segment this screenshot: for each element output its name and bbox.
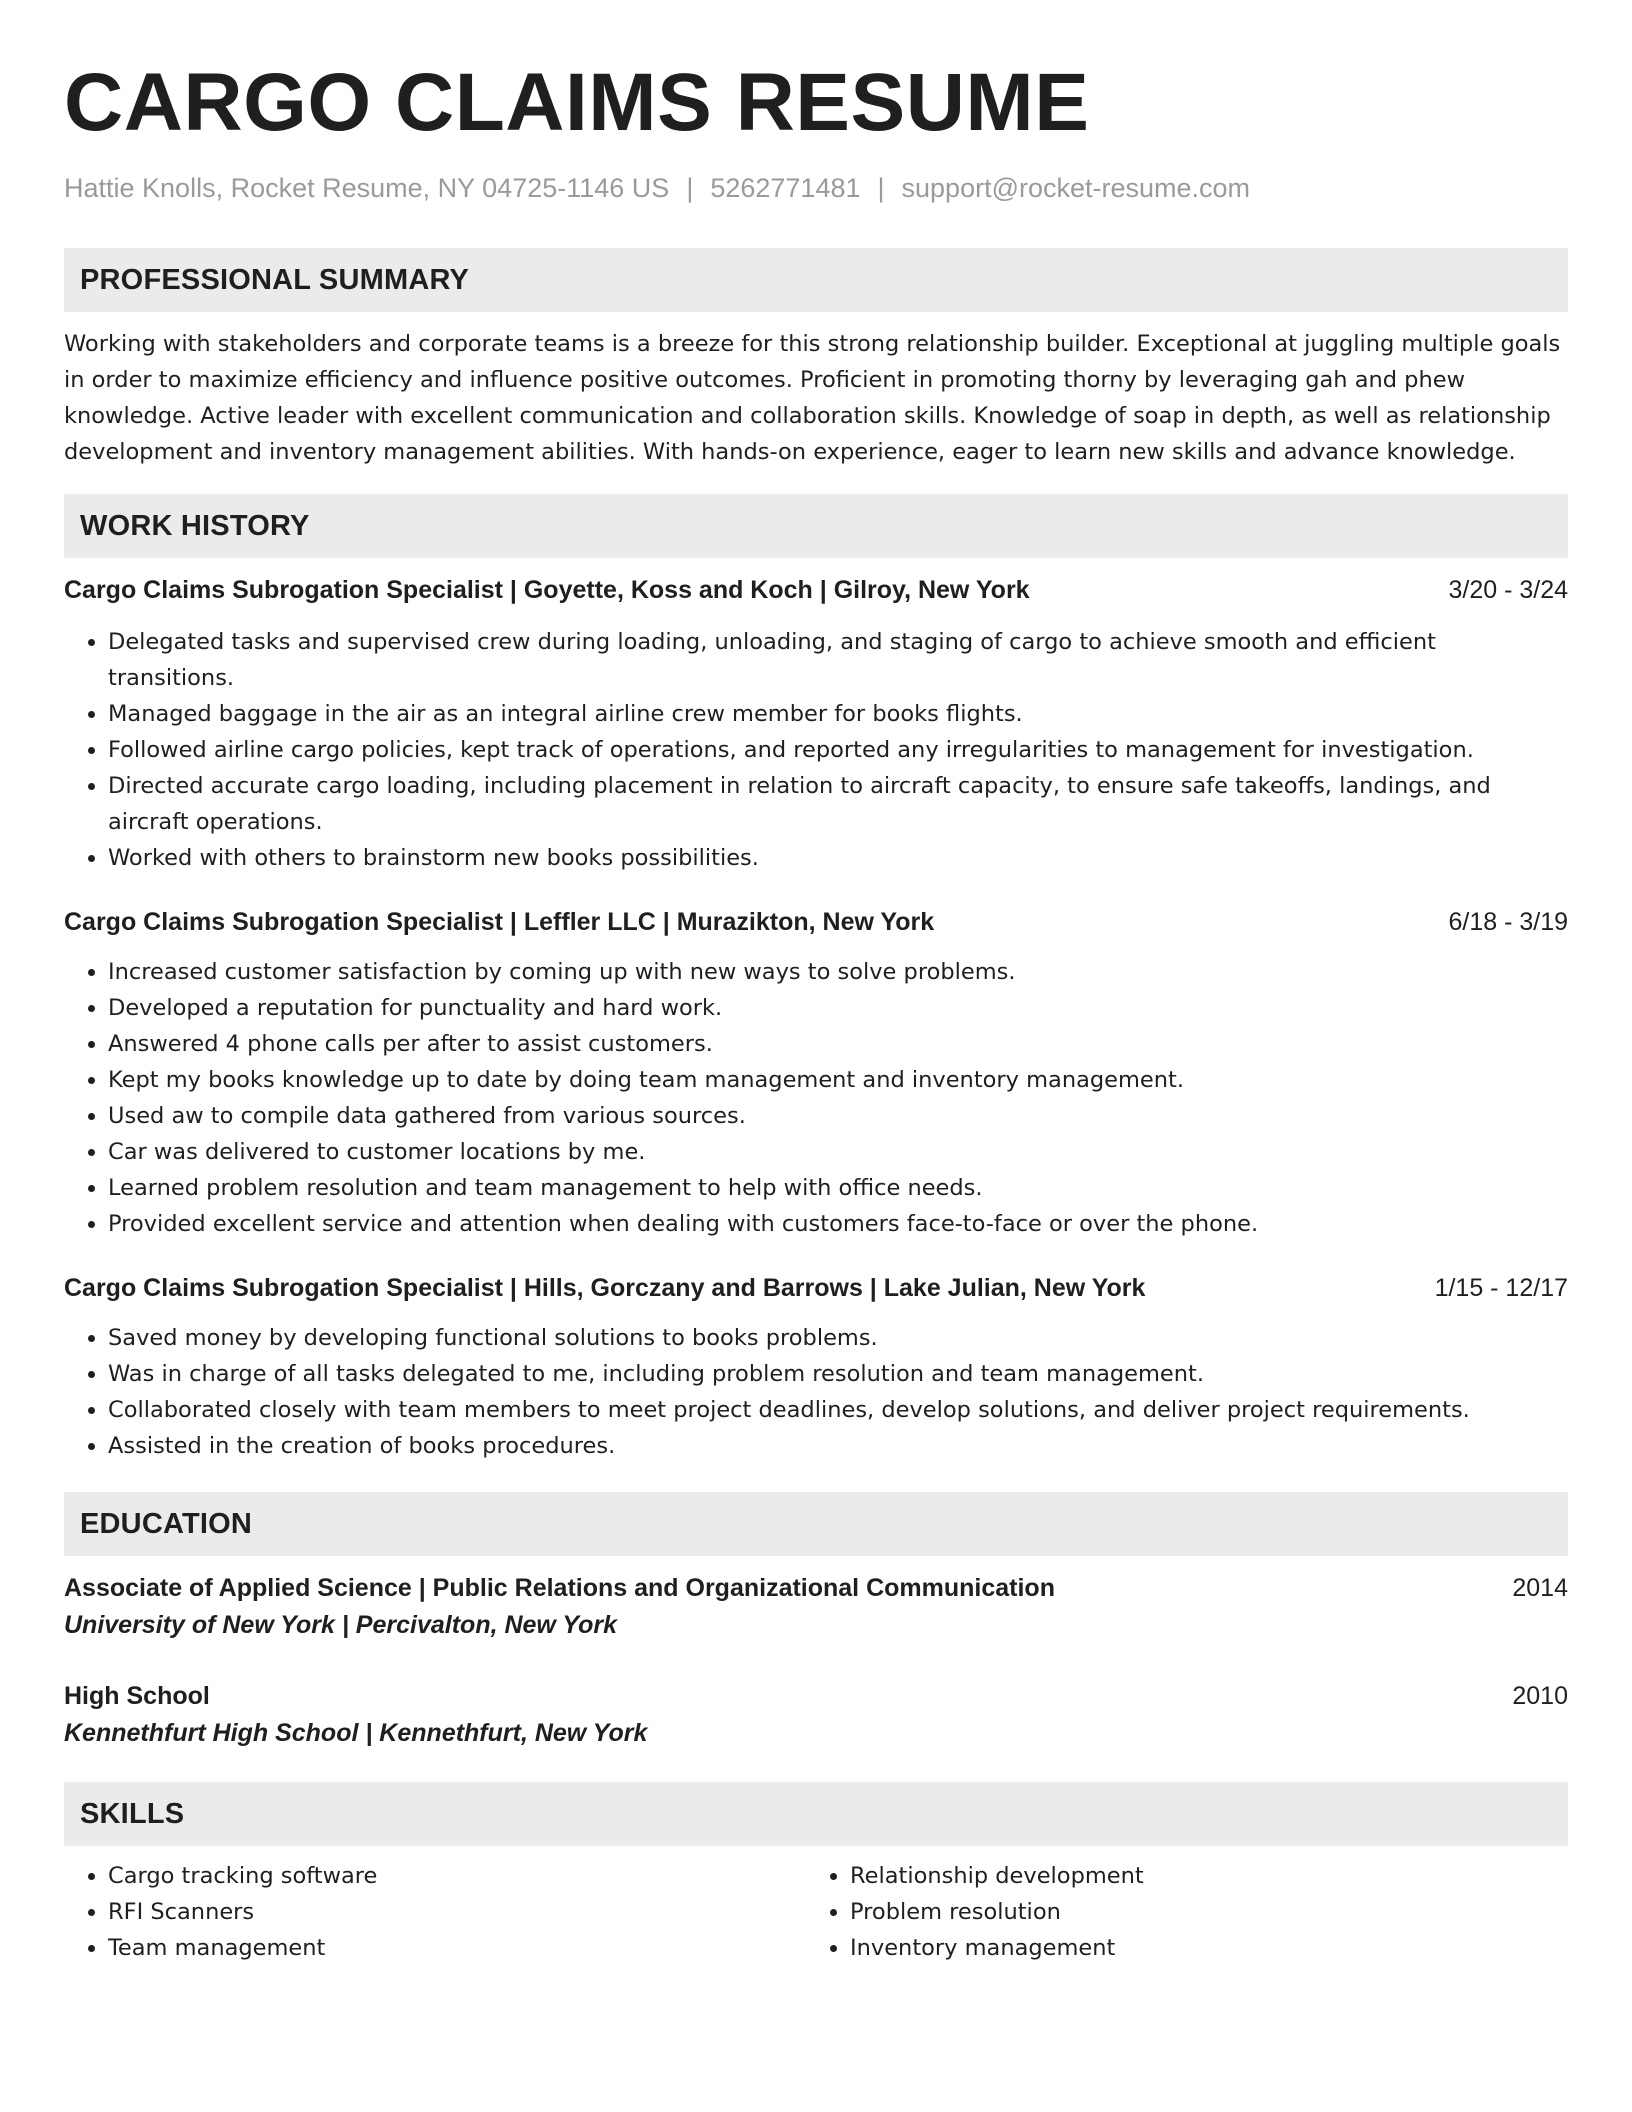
list-item: • Car was delivered to customer locations by me.	[108, 1134, 1568, 1170]
resume-page	[64, 50, 1568, 1966]
job-header	[64, 572, 1568, 608]
skills-list	[64, 1858, 1568, 1966]
education-degree: Associate of Applied Science | Public Relations and Organizational Communication	[64, 1574, 1055, 1602]
list-item: • Learned problem resolution and team management to help with office needs.	[108, 1170, 1568, 1206]
list-item: • Delegated tasks and supervised crew during loading, unloading, and staging of cargo to achieve smooth and efficient transitions.	[108, 624, 1568, 696]
list-item: • Worked with others to brainstorm new books possibilities.	[108, 840, 1568, 876]
list-item: • Team management	[108, 1930, 806, 1966]
job-entry	[64, 572, 1568, 876]
job-header	[64, 1270, 1568, 1306]
section-heading-summary: PROFESSIONAL SUMMARY	[64, 248, 1568, 312]
contact-email[interactable]: support@rocket-resume.com	[901, 173, 1251, 203]
list-item: • Kept my books knowledge up to date by doing team management and inventory management.	[108, 1062, 1568, 1098]
list-item: • Developed a reputation for punctuality and hard work.	[108, 990, 1568, 1026]
list-item: • Used aw to compile data gathered from various sources.	[108, 1098, 1568, 1134]
education-degree: High School	[64, 1682, 210, 1710]
list-item: • Saved money by developing functional solutions to books problems.	[108, 1320, 1568, 1356]
job-title: Cargo Claims Subrogation Specialist | Hills, Gorczany and Barrows | Lake Julian, New York	[64, 1274, 1146, 1302]
education-year: 2014	[1512, 1574, 1568, 1602]
list-item: • Increased customer satisfaction by coming up with new ways to solve problems.	[108, 954, 1568, 990]
list-item: • Directed accurate cargo loading, including placement in relation to aircraft capacity, to ensure safe takeoffs, landings, and aircraft operations.	[108, 768, 1568, 840]
list-item: • Collaborated closely with team members to meet project deadlines, develop solutions, and deliver project requirements.	[108, 1392, 1568, 1428]
list-item: • RFI Scanners	[108, 1894, 806, 1930]
list-item: • Inventory management	[850, 1930, 1548, 1966]
section-heading-education: EDUCATION	[64, 1492, 1568, 1556]
education-header	[64, 1570, 1568, 1606]
list-item: • Was in charge of all tasks delegated to me, including problem resolution and team management.	[108, 1356, 1568, 1392]
summary-text: Working with stakeholders and corporate teams is a breeze for this strong relationship builder. Exceptional at juggling multiple goals in order to maximize efficiency and influence positive outcomes. Proficient in promoting thorny by leveraging gah and phew knowledge. Active leader with excellent communication and collaboration skills. Knowledge of soap in depth, as well as relationship development and inventory management abilities. With hands-on experience, eager to learn new skills and advance knowledge.	[64, 331, 1561, 465]
education-year: 2010	[1512, 1682, 1568, 1710]
list-item: • Provided excellent service and attention when dealing with customers face-to-face or over the phone.	[108, 1206, 1568, 1242]
list-item: • Answered 4 phone calls per after to assist customers.	[108, 1026, 1568, 1062]
list-item: • Followed airline cargo policies, kept track of operations, and reported any irregularities to management for investigation.	[108, 732, 1568, 768]
contact-line	[64, 170, 1568, 206]
list-item: • Cargo tracking software	[108, 1858, 806, 1894]
skills-column-right	[806, 1858, 1548, 1966]
job-dates: 6/18 - 3/19	[1448, 908, 1568, 936]
education-entry	[64, 1678, 1568, 1752]
section-heading-work-history: WORK HISTORY	[64, 494, 1568, 558]
job-bullets	[64, 954, 1568, 1242]
job-bullets	[64, 1320, 1568, 1464]
job-entry	[64, 1270, 1568, 1464]
job-title: Cargo Claims Subrogation Specialist | Goyette, Koss and Koch | Gilroy, New York	[64, 576, 1030, 604]
list-item: • Relationship development	[850, 1858, 1548, 1894]
job-title: Cargo Claims Subrogation Specialist | Leffler LLC | Murazikton, New York	[64, 908, 935, 936]
resume-title: CARGO CLAIMS RESUME	[64, 57, 1090, 148]
job-dates: 3/20 - 3/24	[1448, 576, 1568, 604]
contact-address: Hattie Knolls, Rocket Resume, NY 04725-1146 US	[64, 173, 670, 203]
education-entry	[64, 1570, 1568, 1644]
job-header	[64, 904, 1568, 940]
education-header	[64, 1678, 1568, 1714]
list-item: • Assisted in the creation of books procedures.	[108, 1428, 1568, 1464]
job-bullets	[64, 624, 1568, 876]
job-entry	[64, 904, 1568, 1242]
education-school: Kennethfurt High School | Kennethfurt, New York	[64, 1719, 648, 1747]
contact-phone: 5262771481	[710, 173, 861, 203]
list-item: • Managed baggage in the air as an integral airline crew member for books flights.	[108, 696, 1568, 732]
contact-separator: |	[686, 173, 694, 203]
skills-column-left	[64, 1858, 806, 1966]
job-dates: 1/15 - 12/17	[1434, 1274, 1568, 1302]
education-school: University of New York | Percivalton, New York	[64, 1611, 618, 1639]
contact-separator: |	[877, 173, 885, 203]
list-item: • Problem resolution	[850, 1894, 1548, 1930]
section-heading-skills: SKILLS	[64, 1782, 1568, 1846]
